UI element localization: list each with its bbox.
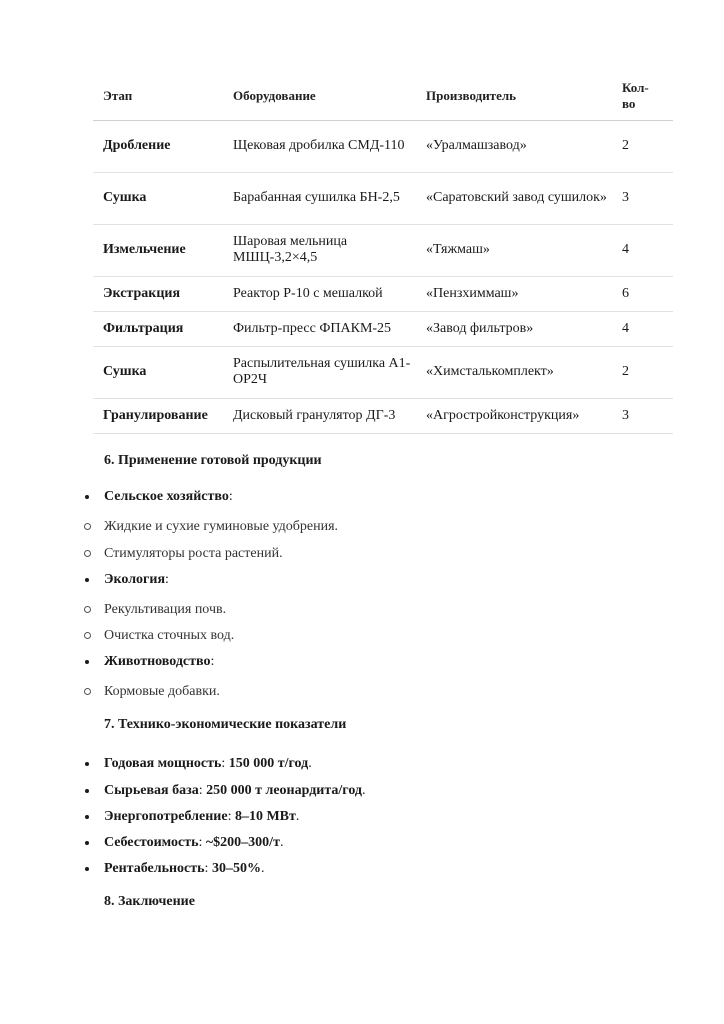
cell-stage: Гранулирование bbox=[93, 398, 223, 433]
cell-maker: «Агростройконструкция» bbox=[416, 398, 612, 433]
cell-equipment: Шаровая мельница МШЦ-3,2×4,5 bbox=[223, 224, 416, 276]
list-item: Рекультивация почв. bbox=[104, 602, 227, 617]
cell-stage: Экстракция bbox=[93, 276, 223, 311]
list-item: Рентабельность: 30–50%. bbox=[104, 861, 265, 876]
list-item: Кормовые добавки. bbox=[104, 684, 220, 699]
bullet-icon bbox=[82, 782, 92, 800]
table-row bbox=[93, 276, 673, 311]
cell-qty: 2 bbox=[612, 120, 673, 172]
cell-stage: Сушка bbox=[93, 172, 223, 224]
bullet-icon bbox=[82, 653, 92, 671]
cell-maker: «Химсталькомплект» bbox=[416, 346, 612, 398]
section-6-heading: 6. Применение готовой продукции bbox=[104, 453, 322, 468]
list-item: Энергопотребление: 8–10 МВт. bbox=[104, 809, 300, 824]
sub-bullet-icon bbox=[82, 683, 92, 701]
list-item: Годовая мощность: 150 000 т/год. bbox=[104, 756, 312, 771]
sub-bullet-icon bbox=[82, 627, 92, 645]
section-8-heading: 8. Заключение bbox=[104, 894, 195, 909]
cell-equipment: Фильтр-пресс ФПАКМ-25 bbox=[223, 311, 416, 346]
cell-maker: «Саратовский завод сушилок» bbox=[416, 172, 612, 224]
cell-maker: «Тяжмаш» bbox=[416, 224, 612, 276]
cell-equipment: Дисковый гранулятор ДГ-3 bbox=[223, 398, 416, 433]
bullet-icon bbox=[82, 755, 92, 773]
cell-maker: «Завод фильтров» bbox=[416, 311, 612, 346]
sub-bullet-icon bbox=[82, 545, 92, 563]
cell-qty: 2 bbox=[612, 346, 673, 398]
cell-equipment: Распылительная сушилка А1-ОР2Ч bbox=[223, 346, 416, 398]
table-row bbox=[93, 224, 673, 276]
table-row bbox=[93, 120, 673, 172]
bullet-icon bbox=[82, 834, 92, 852]
sub-bullet-icon bbox=[82, 601, 92, 619]
section-7-heading: 7. Технико-экономические показатели bbox=[104, 717, 347, 732]
cell-stage: Сушка bbox=[93, 346, 223, 398]
list-item: Сельское хозяйство: bbox=[104, 489, 233, 504]
table-row bbox=[93, 311, 673, 346]
sub-bullet-icon bbox=[82, 518, 92, 536]
cell-qty: 3 bbox=[612, 398, 673, 433]
equipment-table bbox=[93, 73, 673, 434]
table-row bbox=[93, 346, 673, 398]
header-stage: Этап bbox=[93, 73, 223, 120]
cell-qty: 6 bbox=[612, 276, 673, 311]
bullet-icon bbox=[82, 488, 92, 506]
table-row bbox=[93, 172, 673, 224]
cell-qty: 4 bbox=[612, 311, 673, 346]
table-header-row bbox=[93, 73, 673, 120]
list-item: Себестоимость: ~$200–300/т. bbox=[104, 835, 284, 850]
list-item: Очистка сточных вод. bbox=[104, 628, 235, 643]
cell-stage: Фильтрация bbox=[93, 311, 223, 346]
cell-maker: «Пензхиммаш» bbox=[416, 276, 612, 311]
bullet-icon bbox=[82, 860, 92, 878]
list-item: Жидкие и сухие гуминовые удобрения. bbox=[104, 519, 339, 534]
list-item: Экология: bbox=[104, 572, 169, 587]
bullet-icon bbox=[82, 571, 92, 589]
cell-qty: 3 bbox=[612, 172, 673, 224]
bullet-icon bbox=[82, 808, 92, 826]
header-equipment: Оборудование bbox=[223, 73, 416, 120]
list-item: Животноводство: bbox=[104, 654, 215, 669]
cell-stage: Дробление bbox=[93, 120, 223, 172]
cell-maker: «Уралмашзавод» bbox=[416, 120, 612, 172]
list-item: Стимуляторы роста растений. bbox=[104, 546, 283, 561]
cell-equipment: Щековая дробилка СМД-110 bbox=[223, 120, 416, 172]
table-row bbox=[93, 398, 673, 433]
cell-qty: 4 bbox=[612, 224, 673, 276]
cell-stage: Измельчение bbox=[93, 224, 223, 276]
list-item: Сырьевая база: 250 000 т леонардита/год. bbox=[104, 783, 366, 798]
cell-equipment: Барабанная сушилка БН-2,5 bbox=[223, 172, 416, 224]
header-maker: Производитель bbox=[416, 73, 612, 120]
header-qty: Кол-во bbox=[612, 73, 673, 120]
cell-equipment: Реактор Р-10 с мешалкой bbox=[223, 276, 416, 311]
